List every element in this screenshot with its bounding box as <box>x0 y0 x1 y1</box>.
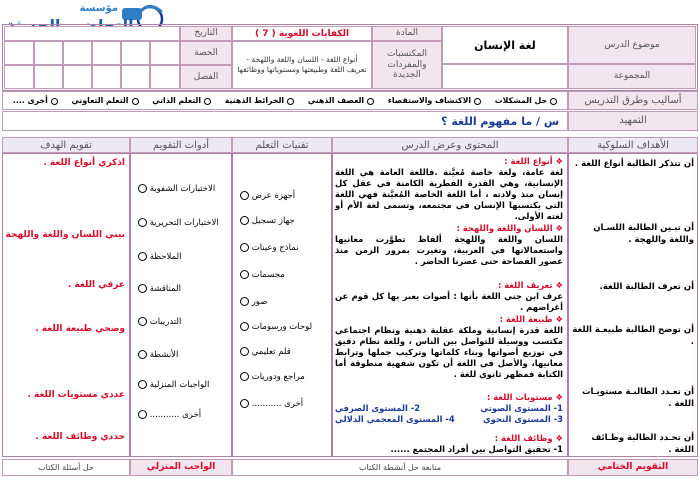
objective-item: أن تبـين الطالبة اللسـان واللغة واللهجة . <box>593 223 694 245</box>
section-text: اللغة قدرة إنسانية وملكة عقلية ذهنية ونظام اجتماعي مكتسب ووسيلة للتواصل بين الناس ، وللغة نظام دقيق في توزيع أصواتها وبناء كلماتها وتركيب جملها وترابط معانيها، والأصل في اللغة أن تكون شفهية منطوقة أما الكتابة فمظهر ثانوي للغة . <box>335 325 563 379</box>
radio-icon[interactable] <box>138 218 147 227</box>
section-5: ❖ مستويات اللغة : 1- المستوى الصوتي 2- المستوى الصرفي 3- المستوى النحوي 4- المستوى المعجمي الدلالي <box>335 392 563 424</box>
section-2: ❖ اللسان واللغة واللهجة : اللسان واللغة واللهجة ألفاظ تطوَّرت معانيها واستعمالاتها في العربية، وتغيرت بمرور الزمن منذ عصور الفصاحة حتى عصرنا الحاضر . <box>335 223 563 266</box>
radio-icon[interactable] <box>138 184 147 193</box>
method-item[interactable]: التعلم التعاوني <box>72 96 139 105</box>
objective-item: أن توضح الطالبة طبيعـة اللغة . <box>572 325 694 347</box>
gains-value: أنواع اللغة - اللسان واللغة واللهجة - تعريف اللغة وطبيعتها ومستوياتها ووظائفها <box>232 41 372 89</box>
section-1: ❖ أنواع اللغة : لغة عامة، ولغة خاصة مُعيَّنة .فاللغة العامة هي اللغة الإنسانية، وهي القدرة الفطرية الكامنة في عقل كل إنسان منذ ولادته ، أما اللغة الخاصة المُعيَّنة فهي اللغة التي يكتسبها الإنسان في مجتمعه، وتسمى لغة الأم أو لغته الأولى. <box>335 156 563 221</box>
radio-icon[interactable] <box>240 372 249 381</box>
radio-icon[interactable] <box>138 284 147 293</box>
radio-icon[interactable] <box>240 399 249 408</box>
schedule-grid <box>4 41 180 89</box>
radio-icon[interactable] <box>138 410 147 419</box>
evaluation-item: عددي مستويات اللغة . <box>27 390 125 400</box>
class-label: الفصل <box>180 65 232 89</box>
section-text: عرف ابن جني اللغة بأنها : أصوات يعبر بها كل قوم عن أغراضهم . <box>335 291 563 312</box>
section-text: 1- تحقيق التواصل بين أفراد المجتمع ...... <box>390 444 563 454</box>
evaluation-item: بيني اللسان واللغة واللهجة <box>5 230 125 240</box>
section-title: وظائف اللغة : <box>494 433 553 443</box>
tool-item[interactable]: الواجبات المنزلية <box>135 380 209 390</box>
tech-item[interactable]: مراجع ودوريات <box>237 372 305 382</box>
section-title: طبيعة اللغة : <box>499 314 553 324</box>
evaluation-item: حددي وظائف اللغة . <box>35 432 125 442</box>
tech-item[interactable]: أجهزة عرض <box>237 191 295 201</box>
topic-value: لغة الإنسان <box>442 26 568 64</box>
tech-item[interactable]: مجسمات <box>237 270 285 280</box>
closing-value: متابعة حل أنشطة الكتاب <box>232 459 568 476</box>
method-item[interactable]: حل المشكلات <box>495 96 557 105</box>
tool-item[interactable]: الأنشطة <box>135 350 178 360</box>
intro-label: التمهيد <box>568 111 698 131</box>
section-3: ❖ تعريف اللغة : عرف ابن جني اللغة بأنها : أصوات يعبر بها كل قوم عن أغراضهم . <box>335 280 563 312</box>
tech-item[interactable]: أخرى ........... <box>237 399 303 409</box>
method-item[interactable]: التعلم الذاتي <box>152 96 211 105</box>
radio-icon[interactable] <box>240 347 249 356</box>
gains-label: المكتسبات والمفردات الجديدة <box>372 41 442 89</box>
col-head-objectives: الأهداف السلوكية <box>568 137 698 153</box>
section-title: أنواع اللغة : <box>504 156 553 166</box>
objective-item: أن تعـدد الطالبـة مستويـات اللغة . <box>581 387 694 409</box>
logo-line1: مؤسسة <box>79 3 118 14</box>
section-title: مستويات اللغة : <box>487 392 553 402</box>
objective-item: أن تحـدد الطالبة وظـائف اللغة . <box>591 433 694 455</box>
method-item[interactable]: أخرى .... <box>13 96 58 105</box>
col-head-tech: تقنيات التعلم <box>232 137 332 153</box>
tech-item[interactable]: قلم تعليمي <box>237 347 291 357</box>
tech-item[interactable]: لوحات ورسومات <box>237 322 312 332</box>
tool-item[interactable]: التدريبات <box>135 317 181 327</box>
tools-column <box>130 153 232 457</box>
tool-item[interactable]: الاختبارات التحريرية <box>135 218 219 228</box>
content-column <box>332 153 568 457</box>
tool-item[interactable]: المناقشة <box>135 284 181 294</box>
tool-item[interactable]: أخرى ........... <box>135 410 201 420</box>
section-4: ❖ طبيعة اللغة : اللغة قدرة إنسانية وملكة عقلية ذهنية ونظام اجتماعي مكتسب ووسيلة للتواصل بين الناس ، وللغة نظام دقيق في توزيع أصواتها وبناء كلماتها وتركيب جملها وترابط معانيها، والأصل في اللغة أن تكون شفهية منطوقة أما الكتابة فمظهر ثانوي للغة . <box>335 314 563 379</box>
radio-icon[interactable] <box>138 380 147 389</box>
tech-item[interactable]: نماذج وعينات <box>237 243 298 253</box>
tech-item[interactable]: صور <box>237 297 267 307</box>
radio-icon[interactable] <box>138 252 147 261</box>
section-title: اللسان واللغة واللهجة : <box>456 223 553 233</box>
col-head-content: المحتوى وعرض الدرس <box>332 137 568 153</box>
evaluation-item: اذكري أنواع اللغة . <box>43 158 125 168</box>
subject-value: الكفايات اللغوية ( 7 ) <box>232 26 372 41</box>
col-head-evaluation: تقويم الهدف <box>2 137 130 153</box>
methods-row <box>2 91 568 110</box>
period-label: الحصة <box>180 41 232 65</box>
radio-icon[interactable] <box>240 270 249 279</box>
radio-icon[interactable] <box>240 322 249 331</box>
method-item[interactable]: الاكتشاف والاستقصاء <box>388 96 481 105</box>
radio-icon[interactable] <box>240 216 249 225</box>
section-title: تعريف اللغة : <box>497 280 553 290</box>
level-item: 4- المستوى المعجمي الدلالي <box>335 414 455 424</box>
objectives-column <box>568 153 698 457</box>
closing-label: التقويم الختامي <box>568 459 698 476</box>
method-item[interactable]: العصف الذهني <box>308 96 374 105</box>
tool-item[interactable]: الملاحظة <box>135 252 181 262</box>
radio-icon[interactable] <box>138 350 147 359</box>
date-cell <box>4 26 180 41</box>
group-value <box>442 64 568 89</box>
tech-column <box>232 153 332 457</box>
objective-item: أن تعرف الطالبة اللغة. <box>599 282 694 292</box>
homework-value: حل أسئلة الكتاب <box>2 459 130 476</box>
tool-item[interactable]: الاختبارات الشفوية <box>135 184 215 194</box>
homework-label: الواجب المنزلي <box>130 459 232 476</box>
level-item: 3- المستوى النحوي <box>482 414 563 424</box>
group-label: المجموعة <box>568 64 696 89</box>
section-6: ❖ وظائف اللغة : 1- تحقيق التواصل بين أفراد المجتمع ...... <box>335 433 563 455</box>
date-label: التاريخ <box>180 26 232 41</box>
methods-label: أساليب وطرق التدريس <box>568 91 698 110</box>
col-head-tools: أدوات التقويم <box>130 137 232 153</box>
evaluation-item: وضحي طبيعة اللغة . <box>35 324 125 334</box>
radio-icon[interactable] <box>240 243 249 252</box>
evaluation-item: عرفي اللغة . <box>67 280 125 290</box>
level-item: 1- المستوى الصوتي <box>480 403 563 413</box>
intro-value: س / ما مفهوم اللغة ؟ <box>2 111 568 131</box>
radio-icon[interactable] <box>240 297 249 306</box>
tech-item[interactable]: جهاز تسجيل <box>237 216 295 226</box>
topic-label: موضوع الدرس <box>568 26 696 64</box>
evaluation-column <box>2 153 130 457</box>
radio-icon[interactable] <box>240 191 249 200</box>
method-item[interactable]: الخرائط الذهنية <box>225 96 294 105</box>
subject-label: المادة <box>372 26 442 41</box>
level-item: 2- المستوى الصرفي <box>335 403 421 413</box>
radio-icon[interactable] <box>138 317 147 326</box>
objective-item: أن تتذكر الطالبة أنواع اللغة . <box>574 159 694 169</box>
section-text: لغة عامة، ولغة خاصة مُعيَّنة .فاللغة العامة هي اللغة الإنسانية، وهي القدرة الفطرية الكامنة في عقل كل إنسان منذ ولادته ، أما اللغة الخاصة المُعيَّنة فهي اللغة التي يكتسبها الإنسان في مجتمعه، وتسمى لغة الأم أو لغته الأولى. <box>335 167 563 221</box>
section-text: اللسان واللغة واللهجة ألفاظ تطوَّرت معانيها واستعمالاتها في العربية، وتغيرت بمرور الزمن منذ عصور الفصاحة حتى عصرنا الحاضر . <box>335 234 563 266</box>
